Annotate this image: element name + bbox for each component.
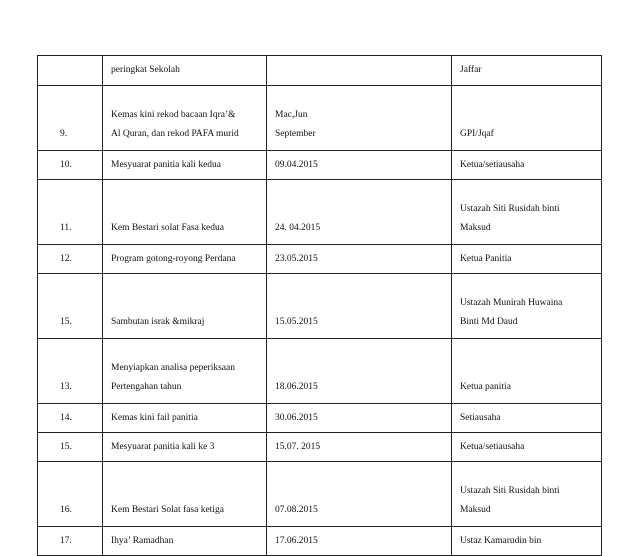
row-number: 13. (60, 382, 72, 392)
activity-cell (103, 245, 267, 274)
date-text: September (275, 129, 316, 139)
person-text: Jaffar (460, 65, 482, 75)
activity-text: Program gotong-royong Perdana (111, 253, 236, 264)
person-cell (452, 527, 602, 556)
activity-cell (103, 404, 267, 433)
activity-cell (103, 86, 267, 151)
person-text: Maksud (460, 505, 491, 515)
row-number-cell (38, 527, 103, 556)
date-text: 24. 04.2015 (275, 223, 321, 233)
row-number: 10. (60, 159, 72, 170)
date-text: 09.04.2015 (275, 159, 318, 170)
activity-text: Mesyuarat panitia kali kedua (111, 159, 222, 170)
activity-text: peringkat Sekolah (111, 65, 180, 75)
date-text: 15.07. 2015 (275, 441, 321, 452)
row-number-cell (38, 180, 103, 245)
date-text: 17.06.2015 (275, 535, 318, 546)
person-text: Binti Md Daud (460, 317, 518, 327)
date-text: 30.06.2015 (275, 412, 318, 423)
table-row (38, 462, 602, 527)
person-cell (452, 404, 602, 433)
activity-cell (103, 527, 267, 556)
activity-text: Kem Bestari solat Fasa kedua (111, 223, 224, 233)
row-number: 12. (60, 253, 72, 264)
person-text: Ustazah Siti Rusidah binti (460, 204, 560, 214)
date-cell (267, 433, 452, 462)
activity-text: Al Quran, dan rekod PAFA murid (111, 129, 239, 139)
activity-cell (103, 151, 267, 180)
date-text: 07.08.2015 (275, 505, 318, 515)
person-text: Ustazah Siti Rusidah binti (460, 486, 560, 496)
table-row (38, 274, 602, 339)
row-number: 9. (60, 129, 68, 139)
row-number-cell (38, 86, 103, 151)
table-row (38, 404, 602, 433)
date-cell (267, 462, 452, 527)
person-text: Ketua/setiausaha (460, 441, 525, 452)
table-row (38, 180, 602, 245)
row-number-cell (38, 404, 103, 433)
table-row (38, 433, 602, 462)
row-number-cell (38, 462, 103, 527)
person-cell (452, 274, 602, 339)
date-text: Mac,Jun (275, 110, 308, 120)
person-cell (452, 433, 602, 462)
row-number: 15. (60, 317, 72, 327)
activity-text: Mesyuarat panitia kali ke 3 (111, 441, 215, 452)
row-number: 11. (60, 223, 72, 233)
person-cell (452, 180, 602, 245)
table-row (38, 245, 602, 274)
date-cell (267, 404, 452, 433)
date-cell (267, 245, 452, 274)
row-number: 15. (60, 441, 72, 452)
person-text: Maksud (460, 223, 491, 233)
person-text: Ketua Panitia (460, 253, 512, 264)
row-number: 17. (60, 535, 72, 546)
row-number: 14. (60, 412, 72, 423)
table-row (38, 86, 602, 151)
activity-text: Pertengahan tahun (111, 382, 182, 392)
date-cell (267, 274, 452, 339)
activity-cell (103, 433, 267, 462)
date-text: 23.05.2015 (275, 253, 318, 264)
table-row (38, 339, 602, 404)
date-text: 15.05.2015 (275, 317, 318, 327)
row-number-cell (38, 245, 103, 274)
person-cell (452, 56, 602, 86)
person-text: Setiausaha (460, 412, 501, 423)
date-cell (267, 151, 452, 180)
activity-cell (103, 462, 267, 527)
row-number: 16. (60, 505, 72, 515)
activity-cell (103, 274, 267, 339)
activity-cell (103, 180, 267, 245)
person-text: Ketua panitia (460, 382, 511, 392)
activity-schedule-table (37, 55, 602, 556)
person-text: GPI/Jqaf (460, 129, 494, 139)
date-text: 18.06.2015 (275, 382, 318, 392)
person-cell (452, 462, 602, 527)
activity-text: Kemas kini rekod bacaan Iqra’& (111, 110, 236, 120)
person-cell (452, 86, 602, 151)
row-number-cell (38, 274, 103, 339)
row-number-cell (38, 151, 103, 180)
activity-text: Sambutan israk &mikraj (111, 317, 205, 327)
date-cell (267, 527, 452, 556)
activity-cell (103, 56, 267, 86)
activity-text: Menyiapkan analisa peperiksaan (111, 363, 235, 373)
date-cell (267, 339, 452, 404)
table-row (38, 151, 602, 180)
person-text: Ustazah Munirah Huwaina (460, 298, 563, 308)
activity-text: Ihya’ Ramadhan (111, 535, 174, 546)
row-number-cell (38, 56, 103, 86)
table-row (38, 56, 602, 86)
table-body (38, 56, 602, 556)
person-cell (452, 151, 602, 180)
date-cell (267, 180, 452, 245)
person-text: Ketua/setiausaha (460, 159, 525, 170)
date-cell (267, 56, 452, 86)
date-cell (267, 86, 452, 151)
person-cell (452, 245, 602, 274)
activity-text: Kem Bestari Solat fasa ketiga (111, 505, 224, 515)
person-cell (452, 339, 602, 404)
activity-cell (103, 339, 267, 404)
person-text: Ustaz Kamarudin bin (460, 535, 542, 546)
row-number-cell (38, 339, 103, 404)
table-row (38, 527, 602, 556)
row-number-cell (38, 433, 103, 462)
activity-text: Kemas kini fail panitia (111, 412, 198, 423)
